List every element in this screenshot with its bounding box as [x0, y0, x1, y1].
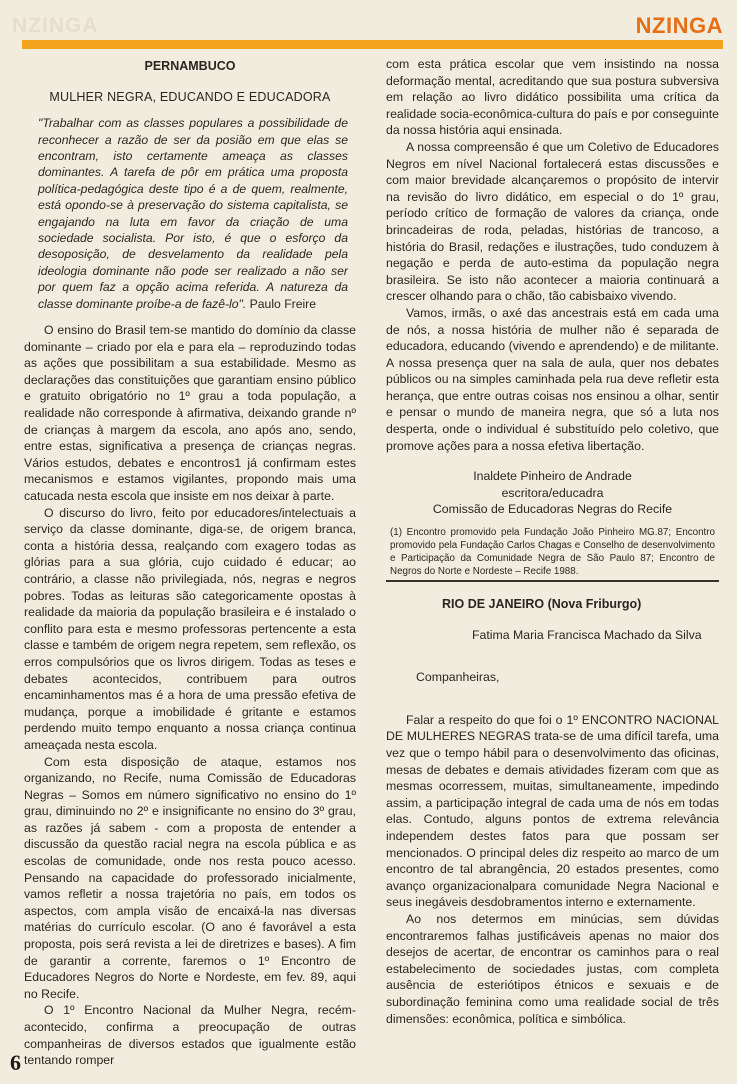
header-accent-bar	[22, 40, 723, 49]
section-author: Fatima Maria Francisca Machado da Silva	[472, 627, 702, 642]
body-paragraph: O 1º Encontro Nacional da Mulher Negra, recém-acontecido, confirma a preocupação de outras companheiras de diversos estados que igualmente estão tentando romper	[24, 1003, 356, 1068]
right-column	[386, 56, 719, 1027]
body-paragraph: Ao nos determos em minúcias, sem dúvidas encontraremos falhas justificáveis apenas no maior dos desejos de acertar, de encontrar os caminhos para o real estabelecimento de sociedades justas, com completa ausência de esteriótipos étnicos e sexuais e de subordinação feminina como uma realidade social de três dimensões: econômica, política e simbólica.	[386, 911, 719, 1026]
signature-name: Inaldete Pinheiro de Andrade	[473, 469, 632, 484]
publication-logo: NZINGA	[635, 13, 723, 38]
body-paragraph: O ensino do Brasil tem-se mantido do domínio da classe dominante – criado por ela e para ela – reproduzindo todas as ações que possibilitam a sua estabilidade. Mesmo as declarações das constituições que garantiam ensino público e gratuito obrigatório no 1º grau a toda população, a realidade não corresponde à afirmativa, deixando grande nº de crianças à margem da escola, ano após ano, sendo, entre estas, significativa a presença de crianças negras. Vários estudos, debates e encontros1 já confirmam estes mecanismos e estamos vigilantes, propondo mais uma catucada nesta escola que insiste em nos deixar à parte.	[24, 323, 356, 503]
body-paragraph: com esta prática escolar que vem insistindo na nossa deformação mental, acreditando que sua postura subversiva em relação ao livro didático possibilita uma crítica da realidade socia-econômica-cultura do país e por conseguinte da nossa história aqui ensinada.	[386, 57, 719, 138]
signature-organization: Comissão de Educadoras Negras do Recife	[432, 502, 673, 517]
left-column	[24, 56, 356, 1069]
section-title-pernambuco: PERNAMBUCO	[144, 59, 236, 73]
footnote: (1) Encontro promovido pela Fundação João Pinheiro MG.87; Encontro promovido pela Fundação Carlos Chagas e Conselho de desenvolvimento e Participação da Comunidade Negra de São Paulo 87; Encontro de Negros do Norte e Nordeste – Recife 1988.	[390, 527, 715, 578]
section-title-rio: RIO DE JANEIRO (Nova Friburgo)	[442, 597, 642, 612]
signature-role: escritora/educadra	[501, 485, 604, 500]
quote-text: "Trabalhar com as classes populares a possibilidade de reconhecer a razão de ser da posião em que elas se encontram, isto certamente ameaça as classes dominantes. A tarefa de pôr em prática uma proposta política-pedagógica deste tipo é a de quem, realmente, está opondo-se à preservação do sistema capitalista, se engajando na luta em favor da criação de uma sociedade socialista. Por isto, é que o esforço da desoposição, de desvelamento da realidade pela ideologia dominante não pode ser realizado a não ser por quem faz a opção acima referida. A natureza da classe dominante proíbe-a de fazê-lo".	[38, 116, 348, 311]
page-number: 6	[10, 1050, 21, 1075]
epigraph-quote	[24, 115, 356, 312]
body-paragraph: A nossa compreensão é que um Coletivo de Educadores Negros em nível Nacional fortalecerá estas discussões e com maior brevidade alcançaremos o propósito de intervir na revisão do livro didático, em especial o do 1º grau, período crítico de formação de valores da criança, onde brincadeiras de roda, peladas, histórias de trancoso, a história do Brasil, redações e ilustrações, tudo conduzem à negação e perda de auto-estima da população negra brasileira. Se isto não acontecer a maioria continuará a crescer olhando para o chão, tão cabisbaixo vivendo.	[386, 139, 719, 304]
running-header-ghost: NZINGA	[12, 14, 99, 37]
body-paragraph: O discurso do livro, feito por educadores/intelectuais a serviço da classe dominante, diga-se, de origem branca, conta a história dessa, realçando com exagero todas as glórias para a sua glória, cujo cuidado é educar; ao contrário, a classe não privilegiada, nós, negras e negros pobres. Todas as leituras são categoricamente opostas à realidade da maioria da população brasileira e é instalado o conflito para esta e mesmo professoras pertencente a esta classe e também de origem negra repetem, sem reflexão, os erros compulsórios que os livros dirigem. Todas as teses e debates acontecidos, contribuem para outros encaminhamentos mas é a hora de uma pressão efetiva de mudança, porque a imobilidade é gritante e estamos perdendo muito tempo enquanto a nossa criança continua ameaçada nesta escola.	[24, 505, 356, 752]
salutation: Companheiras,	[416, 670, 500, 685]
body-paragraph: Falar a respeito do que foi o 1º ENCONTRO NACIONAL DE MULHERES NEGRAS trata-se de uma difícil tarefa, uma vez que o tempo hábil para o desenvolvimento das oficinas, mesas de debates e demais atividades fizeram com que as mesmas ocorressem, muitas, simultaneamente, impedindo assim, a participação integral de cada uma de nós em todas elas. Contudo, alguns pontos de extrema relevância independem destes fatos para que possam ser mencionados. O principal deles diz respeito ao marco de um encontro de tal abrangência, 20 estados presentes, como avanço organizacionalpara comunidade Negra Nacional e seus inegáveis desdobramentos interno e externamente.	[386, 712, 719, 910]
quote-author: Paulo Freire	[249, 296, 317, 311]
section-divider	[386, 580, 719, 582]
body-paragraph: Com esta disposição de ataque, estamos nos organizando, no Recife, numa Comissão de Educadoras Negras – Somos em número significativo no ensino do 1º grau, diminuindo no 2º e insignificante no ensino do 3º grau, as razões já sabem - com a proposta de entender a discussão da questão racial negra na escola pública e as escolas de comunidade, onde nos resta pouco acesso. Pensando na capacidade do professorado inicialmente, vamos refletir a nossa trajetória no país, em todos os aspectos, com ampla visão de encaixá-la nas diversas matérias do currículo escolar. (O ano é favorável a esta proposta, pois será revista a lei de diretrizes e bases). A fim de garantir a corrente, faremos o 1º Encontro de Educadores Negros do Norte e Nordeste, em fev. 89, aqui no Recife.	[24, 754, 356, 1001]
article-title: MULHER NEGRA, EDUCANDO E EDUCADORA	[49, 89, 331, 104]
body-paragraph: Vamos, irmãs, o axé das ancestrais está em cada uma de nós, a nossa história de mulher não é separada de educadora, educando (vivendo e aprendendo) e de militante. A nossa presença quer na sala de aula, quer nos debates públicos ou na simples caminhada pela rua deve refletir esta herança, que entre outras coisas nos ensinou a olhar, sentir e pensar o mundo de maneira negra, que só a luta nos desperta, onde o individual é substituído pelo coletivo, que promove ações para a nossa efetiva libertação.	[386, 305, 719, 453]
